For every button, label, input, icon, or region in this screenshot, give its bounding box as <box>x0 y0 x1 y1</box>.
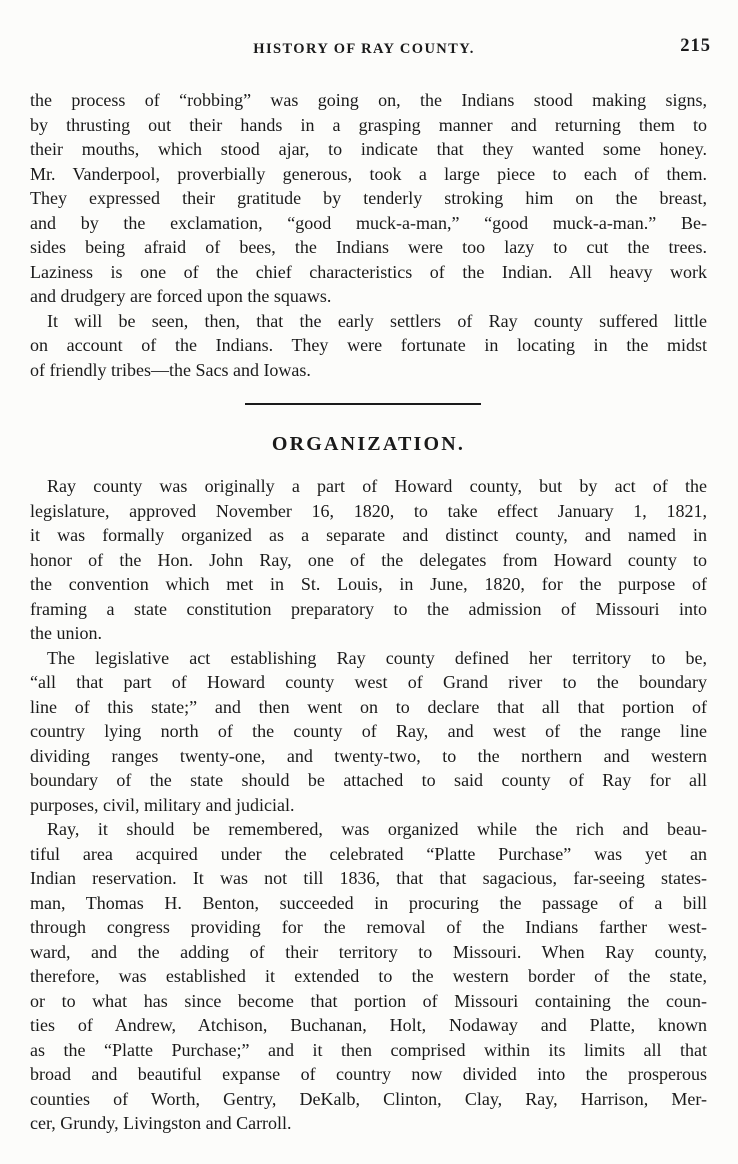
text-line: It will be seen, then, that the early settlers of Ray county suffered little <box>47 310 707 331</box>
section-divider <box>245 403 481 405</box>
paragraph <box>30 88 707 309</box>
text-line: the process of “robbing” was going on, the Indians stood making signs, <box>30 90 707 110</box>
paragraph <box>30 309 707 383</box>
text-line: by thrusting out their hands in a grasping manner and returning them to <box>30 114 707 135</box>
text-line: “all that part of Howard county west of Grand river to the boundary <box>30 672 707 692</box>
text-line: honor of the Hon. John Ray, one of the delegates from Howard county to <box>30 549 707 570</box>
paragraph <box>30 646 707 818</box>
text-line: Indian reservation. It was not till 1836, that that sagacious, far-seeing states- <box>30 868 707 888</box>
paragraph <box>30 817 707 1136</box>
text-line: dividing ranges twenty-one, and twenty-two, to the northern and western <box>30 745 707 766</box>
text-line: their mouths, which stood ajar, to indicate that they wanted some honey. <box>30 139 707 159</box>
text-line: legislature, approved November 16, 1820, to take effect January 1, 1821, <box>30 500 707 521</box>
text-line: on account of the Indians. They were fortunate in locating in the midst <box>30 335 707 355</box>
text-line: line of this state;” and then went on to declare that all that portion of <box>30 696 707 717</box>
text-line: it was formally organized as a separate and distinct county, and named in <box>30 525 707 545</box>
text-line: purposes, civil, military and judicial. <box>30 794 295 815</box>
text-line: and by the exclamation, “good muck-a-man,” “good muck-a-man.” Be- <box>30 212 707 233</box>
text-line: sides being afraid of bees, the Indians were too lazy to cut the trees. <box>30 237 707 257</box>
text-line: or to what has since become that portion of Missouri containing the coun- <box>30 990 707 1011</box>
text-line: country lying north of the county of Ray, and west of the range line <box>30 721 707 741</box>
section-heading: ORGANIZATION. <box>271 433 466 455</box>
text-line: Mr. Vanderpool, proverbially generous, took a large piece to each of them. <box>30 163 707 184</box>
text-line: They expressed their gratitude by tenderly stroking him on the breast, <box>30 188 707 208</box>
text-line: Ray county was originally a part of Howard county, but by act of the <box>47 476 707 496</box>
page-number: 215 <box>680 36 711 56</box>
text-line: man, Thomas H. Benton, succeeded in procuring the passage of a bill <box>30 892 707 913</box>
text-line: Laziness is one of the chief characteristics of the Indian. All heavy work <box>30 261 707 282</box>
text-line: through congress providing for the removal of the Indians farther west- <box>30 917 707 937</box>
page-body <box>30 88 707 1136</box>
text-line: Ray, it should be remembered, was organized while the rich and beau- <box>47 819 707 839</box>
paragraph <box>30 474 707 646</box>
page-header-title: HISTORY OF RAY COUNTY. <box>253 41 475 57</box>
text-line: the union. <box>30 623 102 643</box>
text-line: therefore, was established it extended to the western border of the state, <box>30 966 707 986</box>
text-line: as the “Platte Purchase;” and it then comprised within its limits all that <box>30 1039 707 1060</box>
text-line: tiful area acquired under the celebrated “Platte Purchase” was yet an <box>30 843 707 864</box>
text-line: The legislative act establishing Ray county defined her territory to be, <box>47 647 707 668</box>
text-line: boundary of the state should be attached to said county of Ray for all <box>30 770 707 790</box>
text-line: counties of Worth, Gentry, DeKalb, Clinton, Clay, Ray, Harrison, Mer- <box>30 1088 707 1109</box>
running-header <box>30 36 711 62</box>
text-line: ties of Andrew, Atchison, Buchanan, Holt, Nodaway and Platte, known <box>30 1015 707 1035</box>
text-line: of friendly tribes—the Sacs and Iowas. <box>30 359 311 380</box>
text-line: the convention which met in St. Louis, in June, 1820, for the purpose of <box>30 574 707 594</box>
text-line: cer, Grundy, Livingston and Carroll. <box>30 1113 292 1133</box>
text-line: and drudgery are forced upon the squaws. <box>30 286 332 306</box>
text-line: broad and beautiful expanse of country now divided into the prosperous <box>30 1064 707 1084</box>
text-line: framing a state constitution preparatory to the admission of Missouri into <box>30 598 707 619</box>
text-line: ward, and the adding of their territory to Missouri. When Ray county, <box>30 941 707 962</box>
